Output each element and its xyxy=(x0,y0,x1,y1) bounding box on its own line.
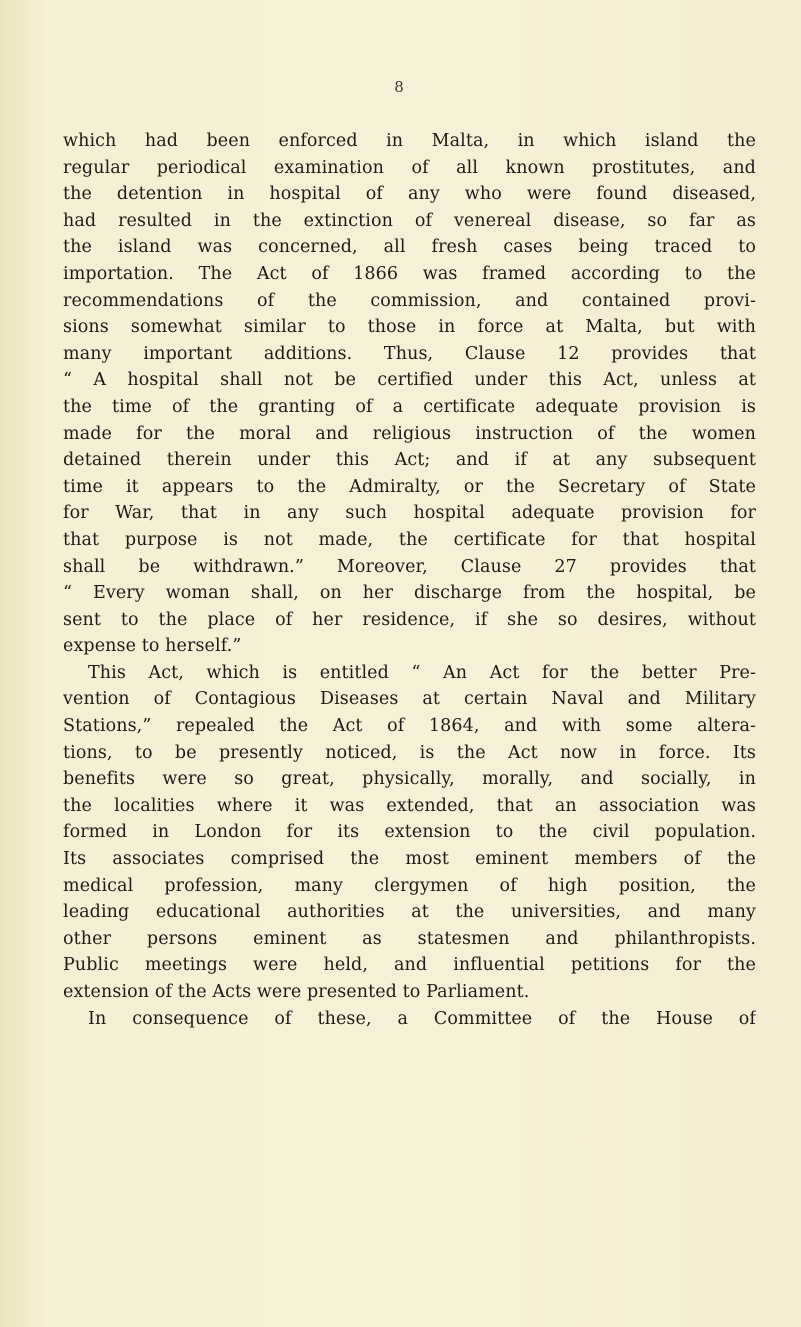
text-line: Stations,” repealed the Act of 1864, and with some altera- xyxy=(63,716,756,737)
text-line: expense to herself.” xyxy=(63,636,242,657)
text-line: “ A hospital shall not be certified under this Act, unless at xyxy=(63,370,756,391)
text-line: extension of the Acts were presented to Parliament. xyxy=(63,982,530,1002)
text-line: medical profession, many clergymen of high position, the xyxy=(63,875,756,896)
text-line: made for the moral and religious instruction of the women xyxy=(63,423,756,444)
text-line: importation. The Act of 1866 was framed according to the xyxy=(63,263,756,284)
text-line: benefits were so great, physically, morally, and socially, in xyxy=(63,769,756,790)
page-number: 8 xyxy=(394,78,404,96)
text-line: “ Every woman shall, on her discharge from the hospital, be xyxy=(63,583,756,604)
text-line: Its associates comprised the most eminent members of the xyxy=(63,849,756,870)
text-line: had resulted in the extinction of venereal disease, so far as xyxy=(63,210,756,231)
text-line: This Act, which is entitled “ An Act for the better Pre- xyxy=(88,662,756,683)
text-line: other persons eminent as statesmen and philanthropists. xyxy=(63,928,756,949)
text-line: shall be withdrawn.” Moreover, Clause 27 provides that xyxy=(63,556,756,577)
text-line: In consequence of these, a Committee of the House of xyxy=(88,1008,756,1029)
text-line: the island was concerned, all fresh cases being traced to xyxy=(63,237,756,258)
text-line: Public meetings were held, and influential petitions for the xyxy=(63,955,756,976)
body-text xyxy=(63,128,756,1032)
text-line: formed in London for its extension to the civil population. xyxy=(63,822,756,843)
text-line: recommendations of the commission, and contained provi- xyxy=(63,290,756,311)
text-line: sent to the place of her residence, if she so desires, without xyxy=(63,609,756,630)
text-line: for War, that in any such hospital adequate provision for xyxy=(63,503,756,524)
text-line: detained therein under this Act; and if at any subsequent xyxy=(63,450,756,471)
text-line: vention of Contagious Diseases at certain Naval and Military xyxy=(63,689,756,710)
text-line: leading educational authorities at the universities, and many xyxy=(63,902,756,923)
text-line: the detention in hospital of any who were found diseased, xyxy=(63,184,756,205)
text-line: regular periodical examination of all known prostitutes, and xyxy=(63,157,756,178)
text-line: tions, to be presently noticed, is the Act now in force. Its xyxy=(63,742,756,763)
text-line: the localities where it was extended, that an association was xyxy=(63,795,756,816)
text-line: many important additions. Thus, Clause 12 provides that xyxy=(63,343,756,364)
text-line: time it appears to the Admiralty, or the Secretary of State xyxy=(63,476,756,497)
text-line: that purpose is not made, the certificate for that hospital xyxy=(63,529,756,550)
text-line: the time of the granting of a certificate adequate provision is xyxy=(63,396,756,417)
text-line: sions somewhat similar to those in force at Malta, but with xyxy=(63,317,756,338)
text-line: which had been enforced in Malta, in which island the xyxy=(63,131,756,151)
